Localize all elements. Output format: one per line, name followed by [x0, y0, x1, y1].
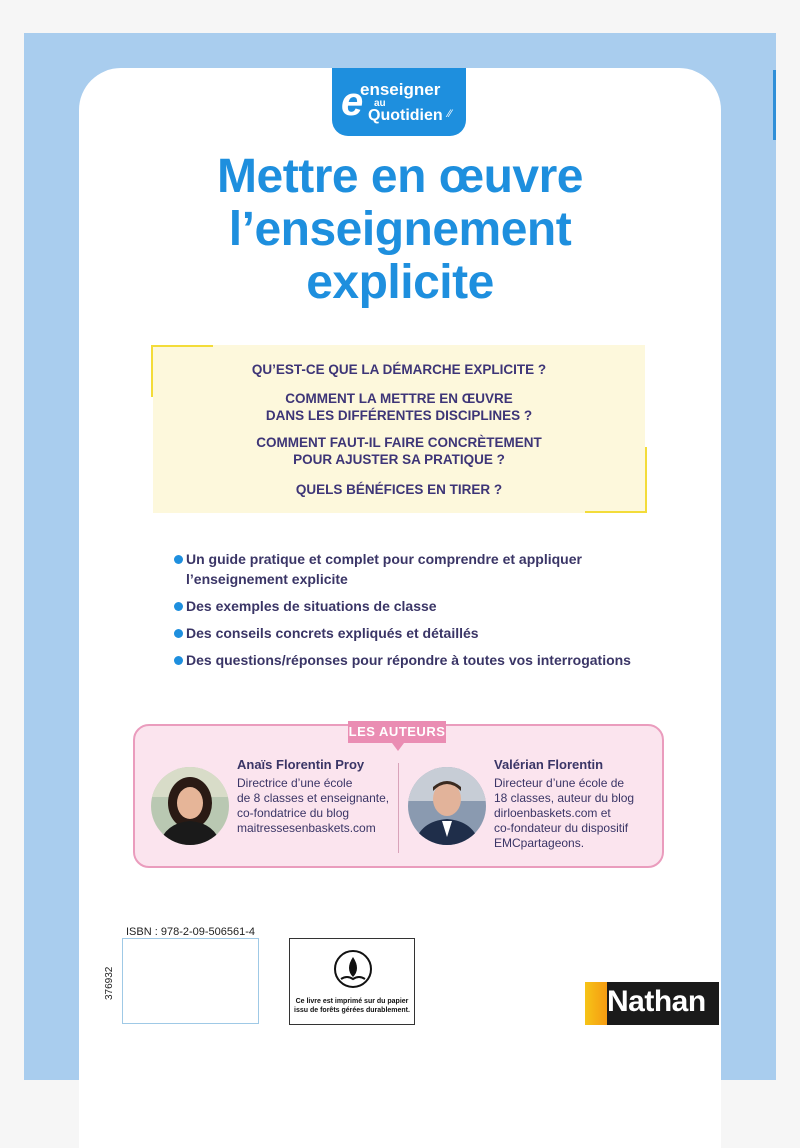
feature-text: l’enseignement explicite	[186, 571, 348, 587]
question-line: COMMENT FAUT-IL FAIRE CONCRÈTEMENT	[256, 435, 542, 450]
tag-pointer	[392, 743, 404, 751]
book-title	[79, 150, 721, 309]
leaf-book-icon	[333, 947, 373, 991]
bullet-dot-icon	[174, 656, 183, 665]
authors-tag	[348, 721, 446, 743]
publisher-logo-bar	[585, 982, 607, 1025]
question-line: QUELS BÉNÉFICES EN TIRER ?	[295, 482, 503, 497]
feature-text: Des questions/réponses pour répondre à toutes vos interrogations	[186, 652, 631, 668]
bio-line: co-fondateur du dispositif	[494, 821, 629, 835]
publisher-name: Nathan	[607, 985, 706, 1018]
product-code: 376932	[104, 966, 115, 1000]
bio-line: co-fondatrice du blog	[237, 806, 350, 820]
feature-item	[174, 549, 656, 589]
series-logo	[332, 68, 466, 136]
bio-line: EMCpartageons.	[494, 836, 585, 850]
question-4	[153, 481, 645, 498]
corner-mark	[585, 511, 647, 513]
authors-tag-label: LES AUTEURS	[348, 724, 446, 739]
series-line2: au	[374, 98, 386, 109]
bullet-dot-icon	[174, 555, 183, 564]
series-line1: enseigner	[360, 80, 441, 99]
author-1-name: Anaïs Florentin Proy	[237, 757, 365, 772]
bullet-dot-icon	[174, 602, 183, 611]
question-line: COMMENT LA METTRE EN ŒUVRE	[285, 391, 513, 406]
publisher-logo	[585, 982, 719, 1025]
corner-mark	[151, 345, 213, 347]
question-1	[153, 361, 645, 378]
corner-mark	[645, 447, 647, 513]
author-1-photo	[151, 767, 229, 845]
bio-line: Directeur d’une école de	[494, 776, 625, 790]
question-line: DANS LES DIFFÉRENTES DISCIPLINES ?	[265, 408, 533, 423]
feature-text: Des conseils concrets expliqués et détaillés	[186, 625, 479, 641]
question-3	[153, 434, 645, 468]
bio-line: maitressesenbaskets.com	[237, 821, 376, 835]
feature-text: Un guide pratique et complet pour comprendre et appliquer	[186, 551, 582, 567]
eco-label	[289, 938, 415, 1025]
questions-box	[153, 345, 645, 513]
spark-icon: ⁄⁄	[448, 108, 452, 120]
title-line2: l’enseignement	[228, 203, 572, 256]
bio-line: Directrice d’une école	[237, 776, 353, 790]
feature-item	[174, 596, 656, 616]
title-line3: explicite	[306, 256, 494, 309]
question-2	[153, 390, 645, 424]
authors-divider	[398, 763, 399, 853]
cover-edge-mark	[773, 70, 776, 140]
bullet-dot-icon	[174, 629, 183, 638]
author-2-photo	[408, 767, 486, 845]
series-line3: Quotidien	[368, 107, 443, 124]
question-line: POUR AJUSTER SA PRATIQUE ?	[293, 452, 505, 467]
feature-item	[174, 623, 656, 643]
author-2-bio	[494, 776, 634, 851]
bio-line: dirloenbaskets.com et	[494, 806, 611, 820]
bio-line: de 8 classes et enseignante,	[237, 791, 390, 805]
question-line: QU’EST-CE QUE LA DÉMARCHE EXPLICITE ?	[251, 362, 547, 377]
eco-text	[294, 997, 410, 1015]
series-initial: e	[341, 80, 364, 124]
eco-line: Ce livre est imprimé sur du papier	[295, 998, 409, 1005]
eco-line: issu de forêts gérées durablement.	[294, 1007, 410, 1014]
feature-item	[174, 650, 656, 670]
isbn-label: ISBN : 978-2-09-506561-4	[126, 926, 256, 938]
bio-line: 18 classes, auteur du blog	[494, 791, 635, 805]
title-line1: Mettre en œuvre	[217, 150, 583, 203]
barcode-area	[122, 938, 259, 1024]
feature-text: Des exemples de situations de classe	[186, 598, 437, 614]
author-2-name: Valérian Florentin	[494, 757, 604, 772]
author-1-bio	[237, 776, 389, 836]
